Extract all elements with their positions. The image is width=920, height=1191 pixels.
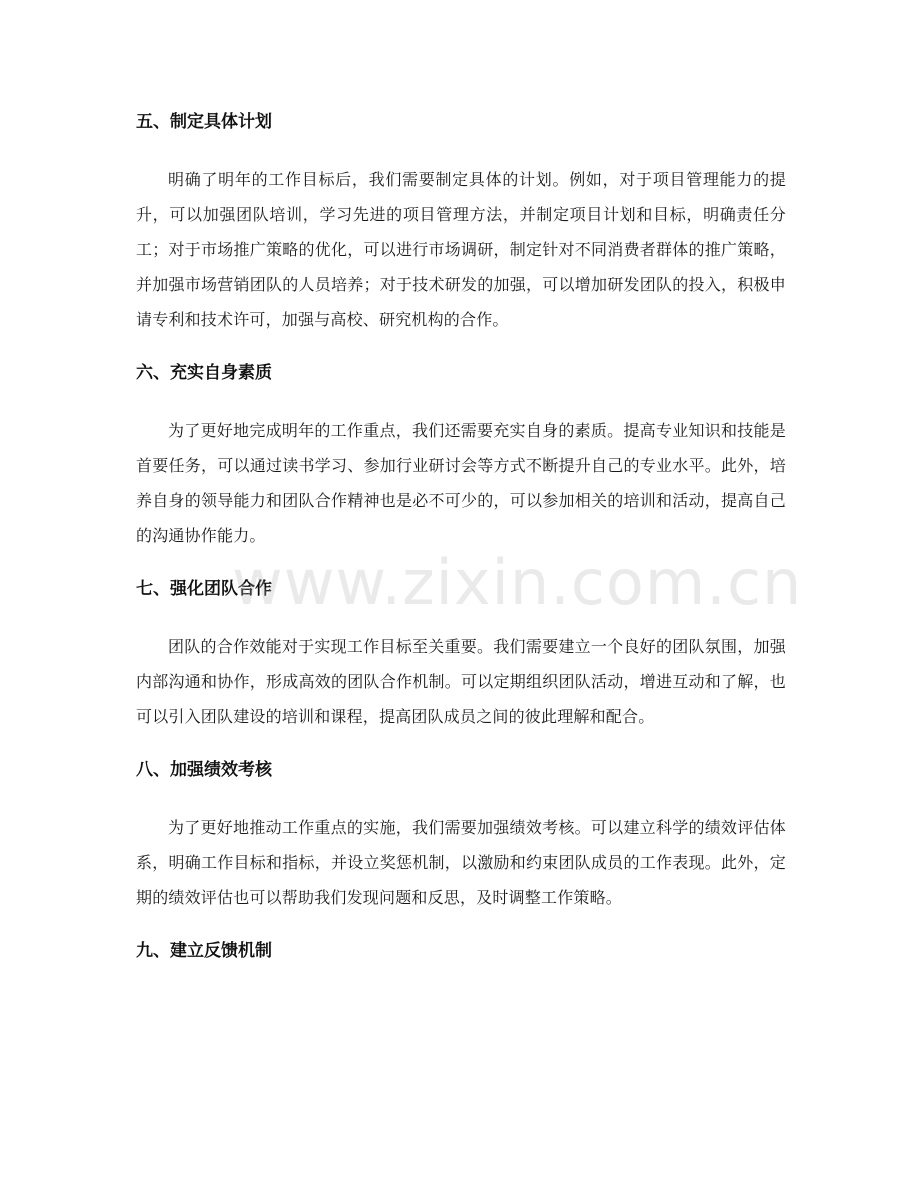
section-5 <box>136 104 786 337</box>
watermark: www.zixin.com.cn <box>232 546 803 619</box>
section-paragraph: 团队的合作效能对于实现工作目标至关重要。我们需要建立一个良好的团队氛围，加强内部沟通和协作，形成高效的团队合作机制。可以定期组织团队活动，增进互动和了解，也可以引入团队建设的培训和课程，提高团队成员之间的彼此理解和配合。 <box>136 637 786 726</box>
section-paragraph: 为了更好地完成明年的工作重点，我们还需要充实自身的素质。提高专业知识和技能是首要任务，可以通过读书学习、参加行业研讨会等方式不断提升自己的专业水平。此外，培养自身的领导能力和团队合作精神也是必不可少的，可以参加相关的培训和活动，提高自己的沟通协作能力。 <box>136 421 786 545</box>
section-9 <box>136 933 786 969</box>
section-heading: 八、加强绩效考核 <box>136 760 272 780</box>
section-heading: 五、制定具体计划 <box>136 112 272 132</box>
section-heading: 九、建立反馈机制 <box>136 941 272 961</box>
section-heading: 六、充实自身素质 <box>136 363 272 383</box>
document-body <box>136 104 803 991</box>
section-heading: 七、强化团队合作 <box>136 579 272 599</box>
section-8 <box>136 752 786 915</box>
section-7 <box>136 571 786 734</box>
section-paragraph: 为了更好地推动工作重点的实施，我们需要加强绩效考核。可以建立科学的绩效评估体系，明确工作目标和指标，并设立奖惩机制，以激励和约束团队成员的工作表现。此外，定期的绩效评估也可以帮助我们发现问题和反思，及时调整工作策略。 <box>136 818 786 907</box>
section-6 <box>136 355 786 553</box>
section-paragraph: 明确了明年的工作目标后，我们需要制定具体的计划。例如，对于项目管理能力的提升，可以加强团队培训，学习先进的项目管理方法，并制定项目计划和目标，明确责任分工；对于市场推广策略的优化，可以进行市场调研，制定针对不同消费者群体的推广策略，并加强市场营销团队的人员培养；对于技术研发的加强，可以增加研发团队的投入，积极申请专利和技术许可，加强与高校、研究机构的合作。 <box>136 170 786 329</box>
